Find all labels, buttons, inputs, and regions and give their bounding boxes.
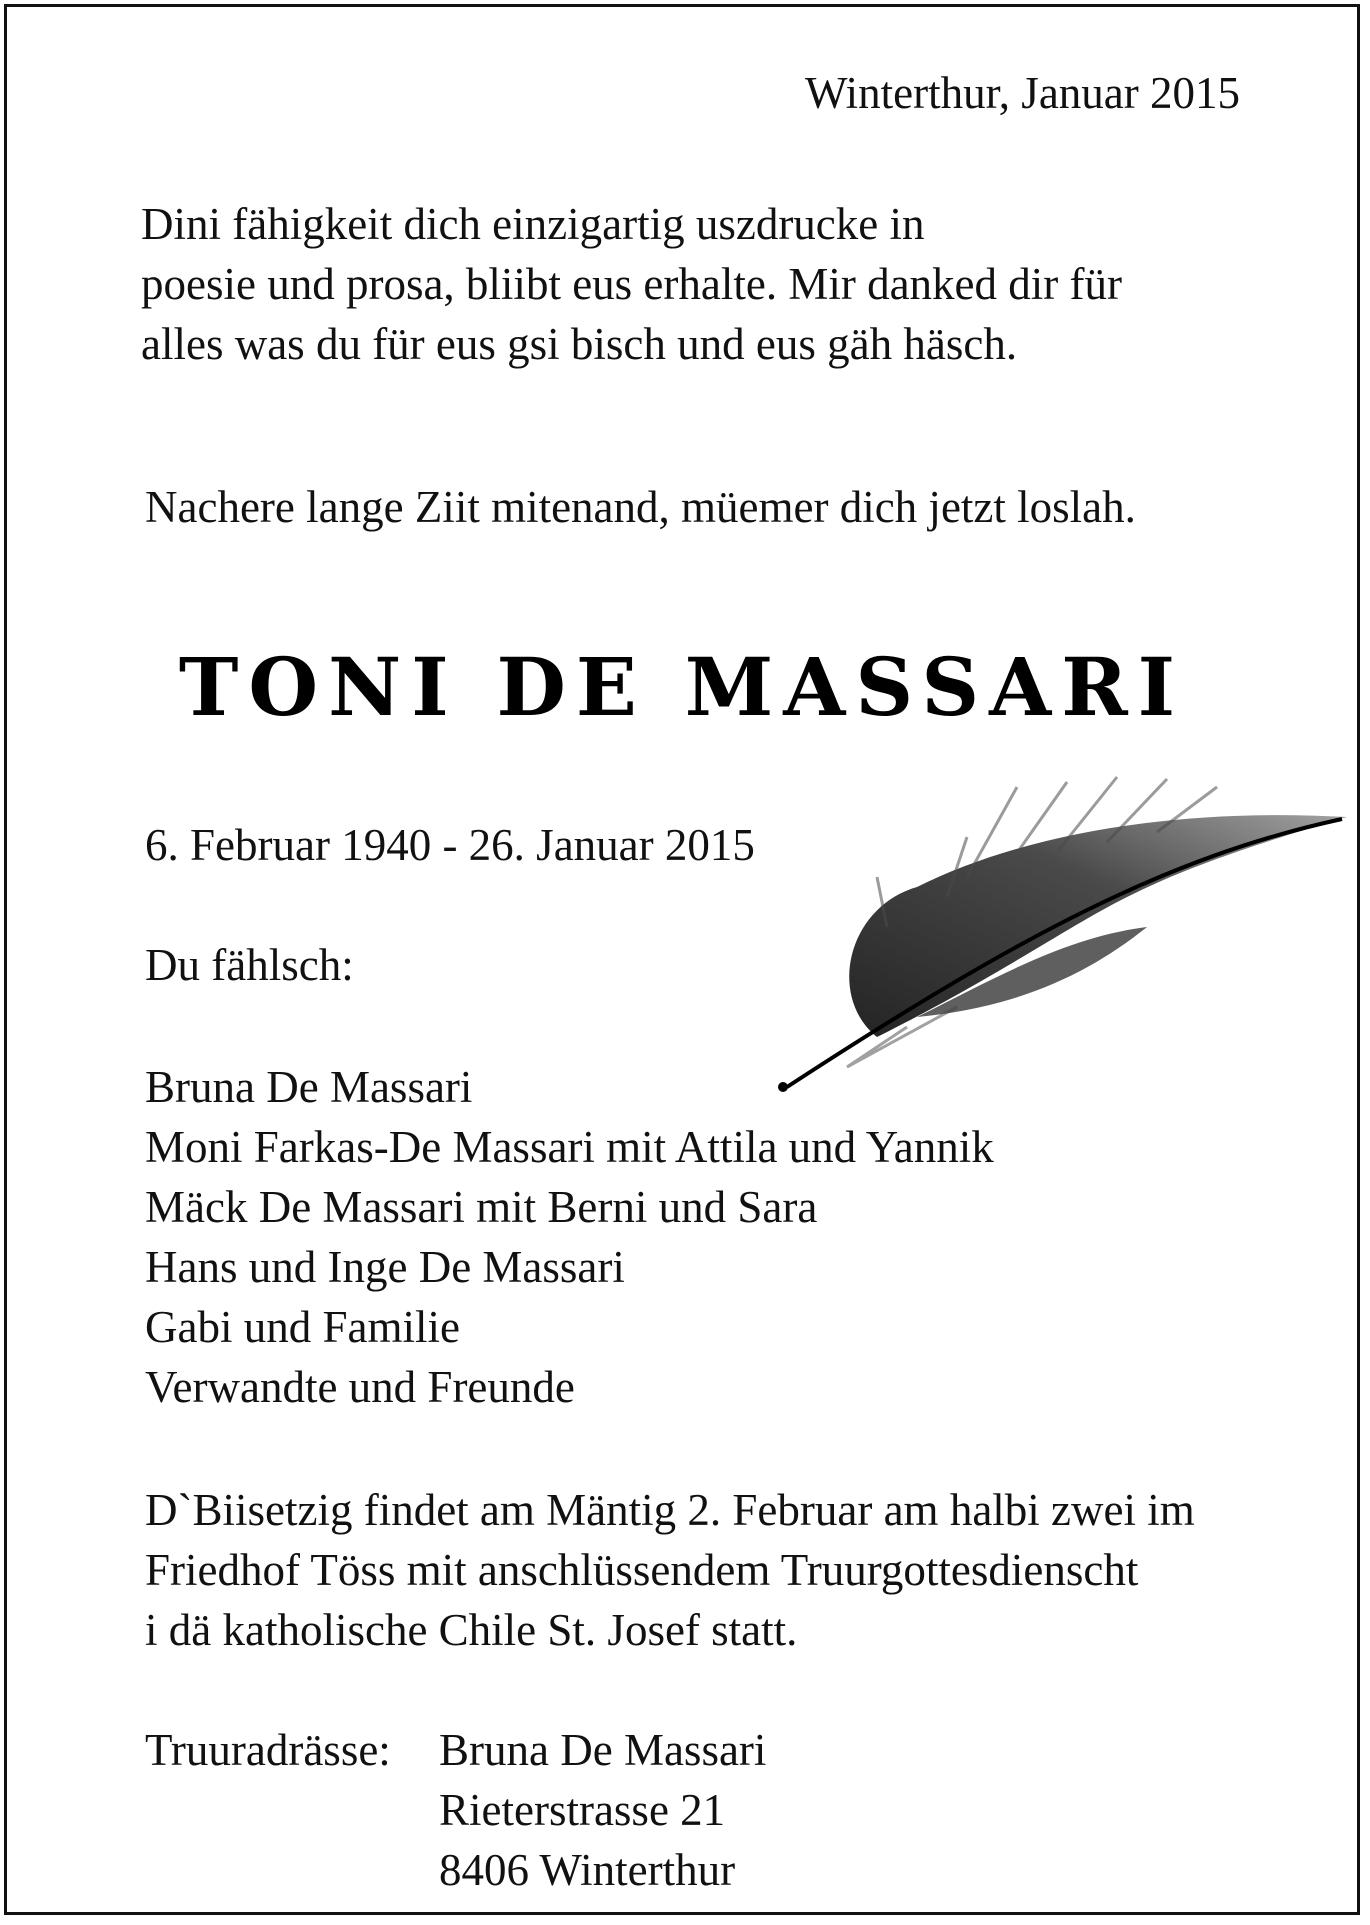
- poem-line: Dini fähigkeit dich einzigartig uszdrucke in: [141, 199, 925, 249]
- address-line: Bruna De Massari: [439, 1725, 767, 1775]
- address-block: [439, 1720, 766, 1900]
- poem-text: [141, 194, 1122, 374]
- mourner-item: Moni Farkas-De Massari mit Attila und Yannik: [145, 1122, 994, 1172]
- mourner-item: Mäck De Massari mit Berni und Sara: [145, 1182, 818, 1232]
- mourners-list: [145, 1057, 994, 1417]
- address-line: Rieterstrasse 21: [439, 1785, 726, 1835]
- life-dates: 6. Februar 1940 - 26. Januar 2015: [145, 820, 755, 870]
- mourners-intro: Du fählsch:: [145, 940, 354, 990]
- place-and-date: Winterthur, Januar 2015: [804, 68, 1240, 118]
- funeral-line: Friedhof Töss mit anschlüssendem Truurgottesdienscht: [145, 1545, 1139, 1595]
- address-line: 8406 Winterthur: [439, 1845, 736, 1895]
- mourner-item: Hans und Inge De Massari: [145, 1242, 625, 1292]
- poem-line: alles was du für eus gsi bisch und eus gäh häsch.: [141, 319, 1018, 369]
- funeral-info: [145, 1480, 1195, 1660]
- mourner-item: Verwandte und Freunde: [145, 1362, 575, 1412]
- poem-line: poesie und prosa, bliibt eus erhalte. Mir danked dir für: [141, 259, 1122, 309]
- feather-quill-icon: [767, 767, 1357, 1097]
- farewell-line: Nachere lange Ziit mitenand, müemer dich jetzt loslah.: [145, 482, 1136, 532]
- address-label: Truuradrässe:: [145, 1725, 391, 1775]
- deceased-name: TONI DE MASSARI: [178, 640, 1186, 734]
- funeral-line: D`Biisetzig findet am Mäntig 2. Februar am halbi zwei im: [145, 1485, 1195, 1535]
- mourner-item: Bruna De Massari: [145, 1062, 473, 1112]
- obituary-notice: [4, 4, 1360, 1915]
- mourner-item: Gabi und Familie: [145, 1302, 460, 1352]
- funeral-line: i dä katholische Chile St. Josef statt.: [145, 1605, 798, 1655]
